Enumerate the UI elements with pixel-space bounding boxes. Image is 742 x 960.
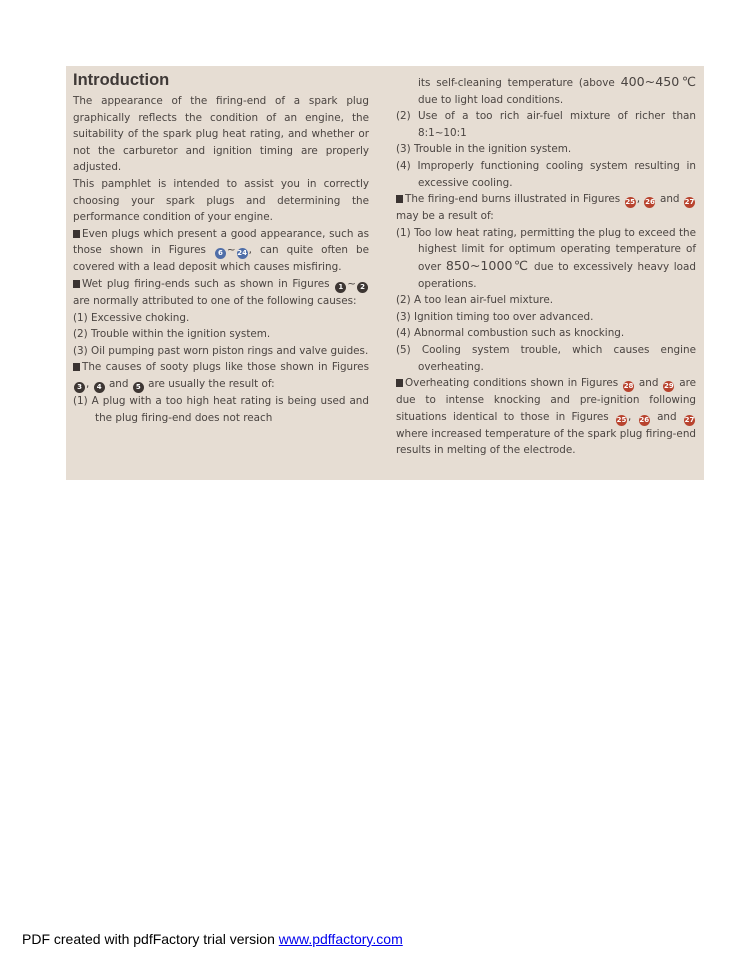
intro-paragraph-3: Even plugs which present a good appearance, such as those shown in Figures 6 ~ 24 , can quite often be covered with a lead deposit which causes misfiring. (73, 227, 370, 274)
bullet-square-icon (396, 195, 403, 203)
figure-27-badge: 27 (684, 415, 695, 424)
temperature-range: 850~1000℃ (445, 257, 530, 273)
burn-cause-2: (2) A too lean air-fuel mixture. (396, 294, 554, 307)
figure-27-badge: 27 (684, 198, 695, 207)
right-column (396, 74, 696, 459)
pdffactory-link[interactable]: www.pdffactory.com (278, 931, 403, 947)
figure-25-badge: 25 (616, 415, 627, 424)
figure-5-badge: 5 (133, 382, 144, 393)
temperature-range: 400~450℃ (620, 74, 696, 89)
figure-6-badge: 6 (215, 248, 226, 259)
figure-4-badge: 4 (94, 382, 105, 393)
sooty-cause-3: (3) Trouble in the ignition system. (396, 143, 572, 156)
sooty-plug-paragraph: The causes of sooty plugs like those shown in Figures 3 , 4 and 5 are usually the result of: (73, 359, 369, 393)
sooty-cause-2: (2) Use of a too rich air-fuel mixture of richer than 8:1~10:1 (396, 110, 696, 139)
figure-3-badge: 3 (74, 382, 85, 393)
sooty-cause-1-continued: its self-cleaning temperature (above 400~450℃ due to light load conditions. (418, 74, 696, 106)
bullet-square-icon (396, 379, 403, 387)
figure-26-badge: 26 (645, 198, 655, 207)
bullet-square-icon (73, 230, 80, 238)
figure-2-badge: 2 (357, 282, 368, 293)
wet-plug-paragraph: Wet plug firing-ends such as shown in Figures 1 ~ 2 are normally attributed to one of the following causes: (73, 276, 369, 310)
sooty-cause-1: (1) A plug with a too high heat rating is being used and the plug firing-end does not reach (73, 394, 369, 424)
intro-paragraph-1: The appearance of the firing-end of a spark plug graphically reflects the condition of an engine, the suitability of the spark plug heat rating, and whether or not the carburetor and ignition timing are properly adjusted. (73, 95, 369, 174)
cause-item-1: (1) Excessive choking. (73, 311, 190, 324)
footer-text: PDF created with pdfFactory trial version (22, 931, 275, 947)
figure-25-badge: 25 (625, 198, 636, 207)
pdf-footer (22, 931, 403, 947)
figure-29-badge: 29 (663, 382, 674, 391)
bullet-square-icon (73, 280, 80, 288)
figure-24-badge: 24 (237, 249, 247, 258)
scanned-pamphlet-page (66, 66, 704, 480)
burn-cause-4: (4) Abnormal combustion such as knocking. (396, 327, 625, 340)
overheating-paragraph: Overheating conditions shown in Figures 28 and 29 are due to intense knocking and pre-ignition following situations identical to those in Figures 25 , 26 and 27 where increased temperature of the spark plug firing-end results in melting of the electrode. (396, 377, 697, 457)
figure-1-badge: 1 (335, 282, 346, 293)
burn-cause-3: (3) Ignition timing too over advanced. (396, 310, 594, 323)
cause-item-2: (2) Trouble within the ignition system. (73, 328, 271, 341)
cause-item-3: (3) Oil pumping past worn piston rings and valve guides. (73, 344, 369, 357)
burn-cause-1: (1) Too low heat rating, permitting the plug to exceed the highest limit for optimum operating temperature of over 850~1000℃ due to excessively heavy load operations. (396, 226, 696, 290)
bullet-square-icon (73, 363, 80, 371)
left-column (73, 66, 369, 426)
figure-26-badge: 26 (639, 415, 650, 424)
intro-paragraph-2: This pamphlet is intended to assist you in correctly choosing your spark plugs and determining the performance condition of your engine. (73, 177, 369, 224)
firing-end-burns-paragraph: The firing-end burns illustrated in Figures 25 , 26 and 27 may be a result of: (396, 193, 695, 223)
figure-28-badge: 28 (623, 382, 634, 391)
page-title: Introduction (73, 71, 170, 89)
burn-cause-5: (5) Cooling system trouble, which causes engine overheating. (396, 343, 696, 373)
sooty-cause-4: (4) Improperly functioning cooling system resulting in excessive cooling. (396, 159, 696, 189)
